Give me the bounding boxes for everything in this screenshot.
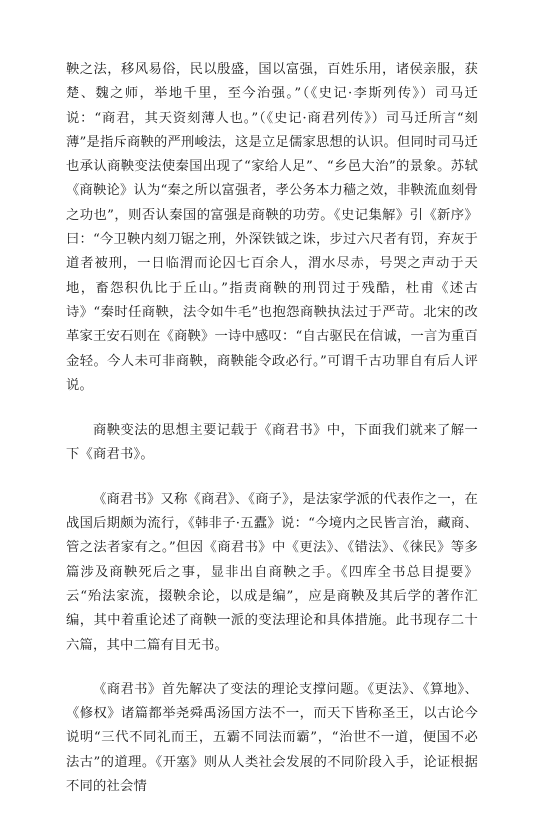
paragraph-1: 鞅之法，移风易俗，民以殷盛，国以富强，百姓乐用，诸侯亲服，获楚、魏之师，举地千里，至今治强。”（《史记·李斯列传》）司马迁说：“商君，其天资刻薄人也。”（《史记·商君列传》）司马迁所言“刻薄”是指斥商鞅的严刑峻法，这是立足儒家思想的认识。但同时司马迁也承认商鞅变法使秦国出现了“家给人足”、“乡邑大治”的景象。苏轼《商鞅论》认为“秦之所以富强者，孝公务本力穑之效，非鞅流血刻骨之功也”，则否认秦国的富强是商鞅的功劳。《史记集解》引《新序》曰：“今卫鞅内刻刀锯之刑，外深铁钺之诛，步过六尺者有罚，弃灰于道者被刑，一日临渭而论囚七百余人，渭水尽赤，号哭之声动于天地，畜怨积仇比于丘山。”指责商鞅的刑罚过于残酷，杜甫《述古诗》“秦时任商鞅，法令如牛毛”也抱怨商鞅执法过于严苛。北宋的改革家王安石则在《商鞅》一诗中感叹：“自古驱民在信诚，一言为重百金轻。今人未可非商鞅，商鞅能令政必行。”可谓千古功罪自有后人评说。	[66, 62, 478, 393]
paragraph-2: 商鞅变法的思想主要记载于《商君书》中，下面我们就来了解一下《商君书》。	[66, 423, 478, 463]
document-page	[66, 58, 478, 819]
paragraph-4: 《商君书》首先解决了变法的理论支撑问题。《更法》、《算地》、《修权》诸篇都举尧舜禹汤国方法不一，而天下皆称圣王，以古论今说明“三代不同礼而王，五霸不同法而霸”，“治世不一道，便国不必法古”的道理。《开塞》则从人类社会发展的不同阶段入手，论证根据不同的社会情	[66, 681, 478, 795]
paragraph-3: 《商君书》又称《商君》、《商子》，是法家学派的代表作之一，在战国后期颇为流行，《韩非子·五蠹》说：“今境内之民皆言治，藏商、管之法者家有之。”但因《商君书》中《更法》、《错法》、《徕民》等多篇涉及商鞅死后之事，显非出自商鞅之手。《四库全书总目提要》云“殆法家流，掇鞅余论，以成是编”，应是商鞅及其后学的著作汇编，其中着重论述了商鞅一派的变法理论和具体措施。此书现存二十六篇，其中二篇有目无书。	[66, 491, 478, 653]
